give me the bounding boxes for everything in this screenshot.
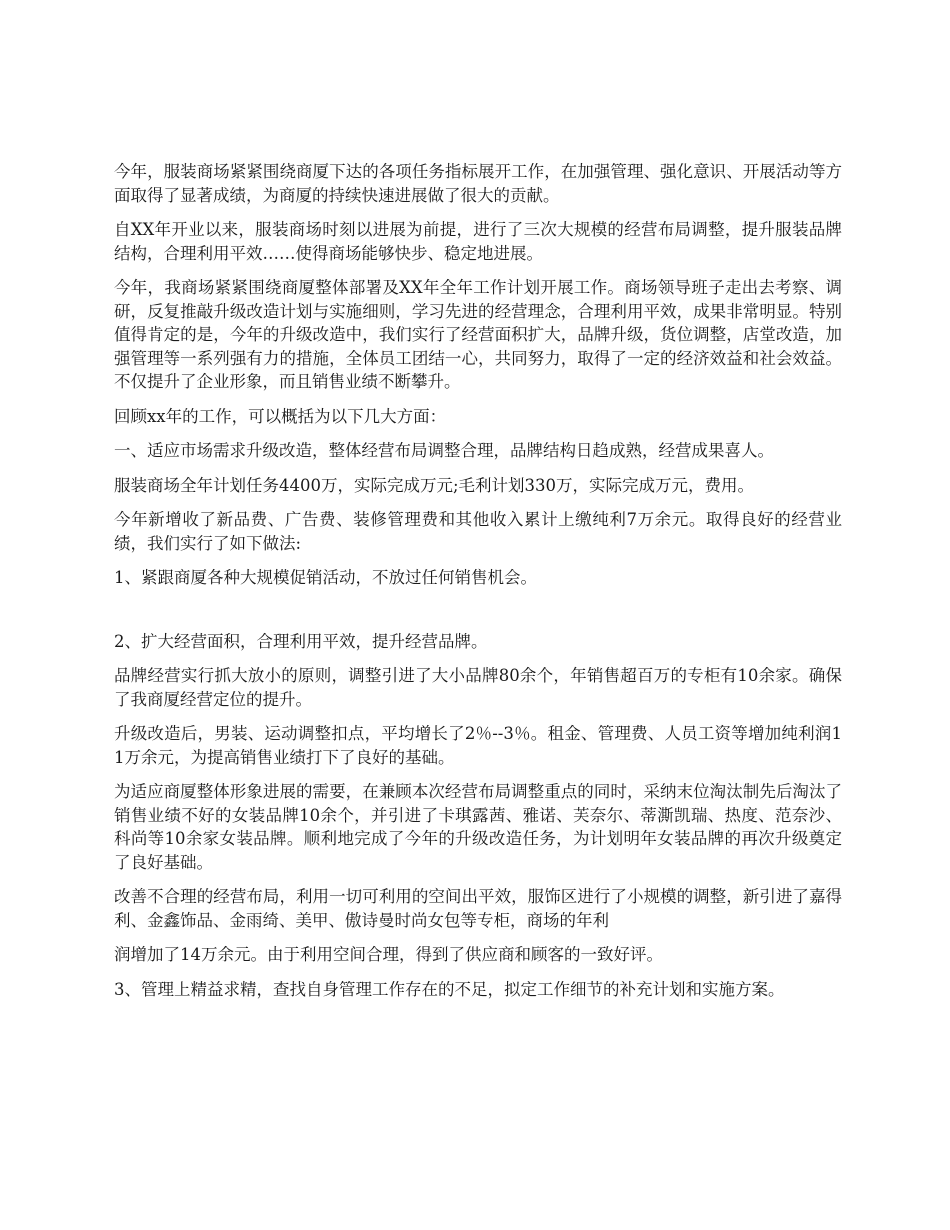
paragraph: 自XX年开业以来，服装商场时刻以进展为前提，进行了三次大规模的经营布局调整，提升服装品牌结构，合理利用平效……使得商场能够快步、稳定地进展。 — [114, 220, 842, 263]
list-item: 2、扩大经营面积，合理利用平效，提升经营品牌。 — [114, 631, 488, 651]
paragraph: 服装商场全年计划任务4400万，实际完成万元;毛利计划330万，实际完成万元，费用。 — [114, 475, 755, 495]
paragraph: 品牌经营实行抓大放小的原则，调整引进了大小品牌80余个，年销售超百万的专柜有10余家。确保了我商厦经营定位的提升。 — [114, 666, 842, 709]
paragraph: 润增加了14万余元。由于利用空间合理，得到了供应商和顾客的一致好评。 — [114, 945, 663, 964]
paragraph: 改善不合理的经营布局，利用一切可利用的空间出平效，服饰区进行了小规模的调整，新引进了嘉得利、金鑫饰品、金雨绮、美甲、傲诗曼时尚女包等专柜，商场的年利 — [114, 887, 842, 930]
paragraph: 今年，我商场紧紧围绕商厦整体部署及XX年全年工作计划开展工作。商场领导班子走出去考察、调研，反复推敲升级改造计划与实施细则，学习先进的经营理念，合理利用平效，成果非常明显。特别值得肯定的是，今年的升级改造中，我们实行了经营面积扩大，品牌升级，货位调整，店堂改造，加强管理等一系列强有力的措施，全体员工团结一心，共同努力，取得了一定的经济效益和社会效益。不仅提升了企业形象，而且销售业绩不断攀升。 — [114, 278, 842, 391]
paragraph: 回顾xx年的工作，可以概括为以下几大方面： — [114, 406, 447, 426]
section-heading: 一、适应市场需求升级改造，整体经营布局调整合理，品牌结构日趋成熟，经营成果喜人。 — [114, 441, 774, 460]
paragraph: 升级改造后，男装、运动调整扣点，平均增长了2％--3％。租金、管理费、人员工资等增加纯利润11万余元，为提高销售业绩打下了良好的基础。 — [114, 724, 842, 767]
list-item: 3、管理上精益求精，查找自身管理工作存在的不足，拟定工作细节的补充计划和实施方案。 — [114, 979, 785, 999]
paragraph: 今年新增收了新品费、广告费、装修管理费和其他收入累计上缴纯利7万余元。取得良好的经营业绩，我们实行了如下做法: — [114, 510, 842, 553]
document-body — [114, 160, 842, 1012]
paragraph: 为适应商厦整体形象进展的需要，在兼顾本次经营布局调整重点的同时，采纳末位淘汰制先后淘汰了销售业绩不好的女装品牌10余个，并引进了卡琪露茜、雅诺、芙奈尔、蒂澌凯瑞、热度、范奈沙、科尚等10余家女装品牌。顺利地完成了今年的升级改造任务，为计划明年女装品牌的再次升级奠定了良好基础。 — [114, 782, 842, 872]
paragraph: 今年，服装商场紧紧围绕商厦下达的各项任务指标展开工作，在加强管理、强化意识、开展活动等方面取得了显著成绩，为商厦的持续快速进展做了很大的贡献。 — [114, 162, 842, 205]
list-item: 1、紧跟商厦各种大规模促销活动，不放过任何销售机会。 — [114, 568, 537, 587]
